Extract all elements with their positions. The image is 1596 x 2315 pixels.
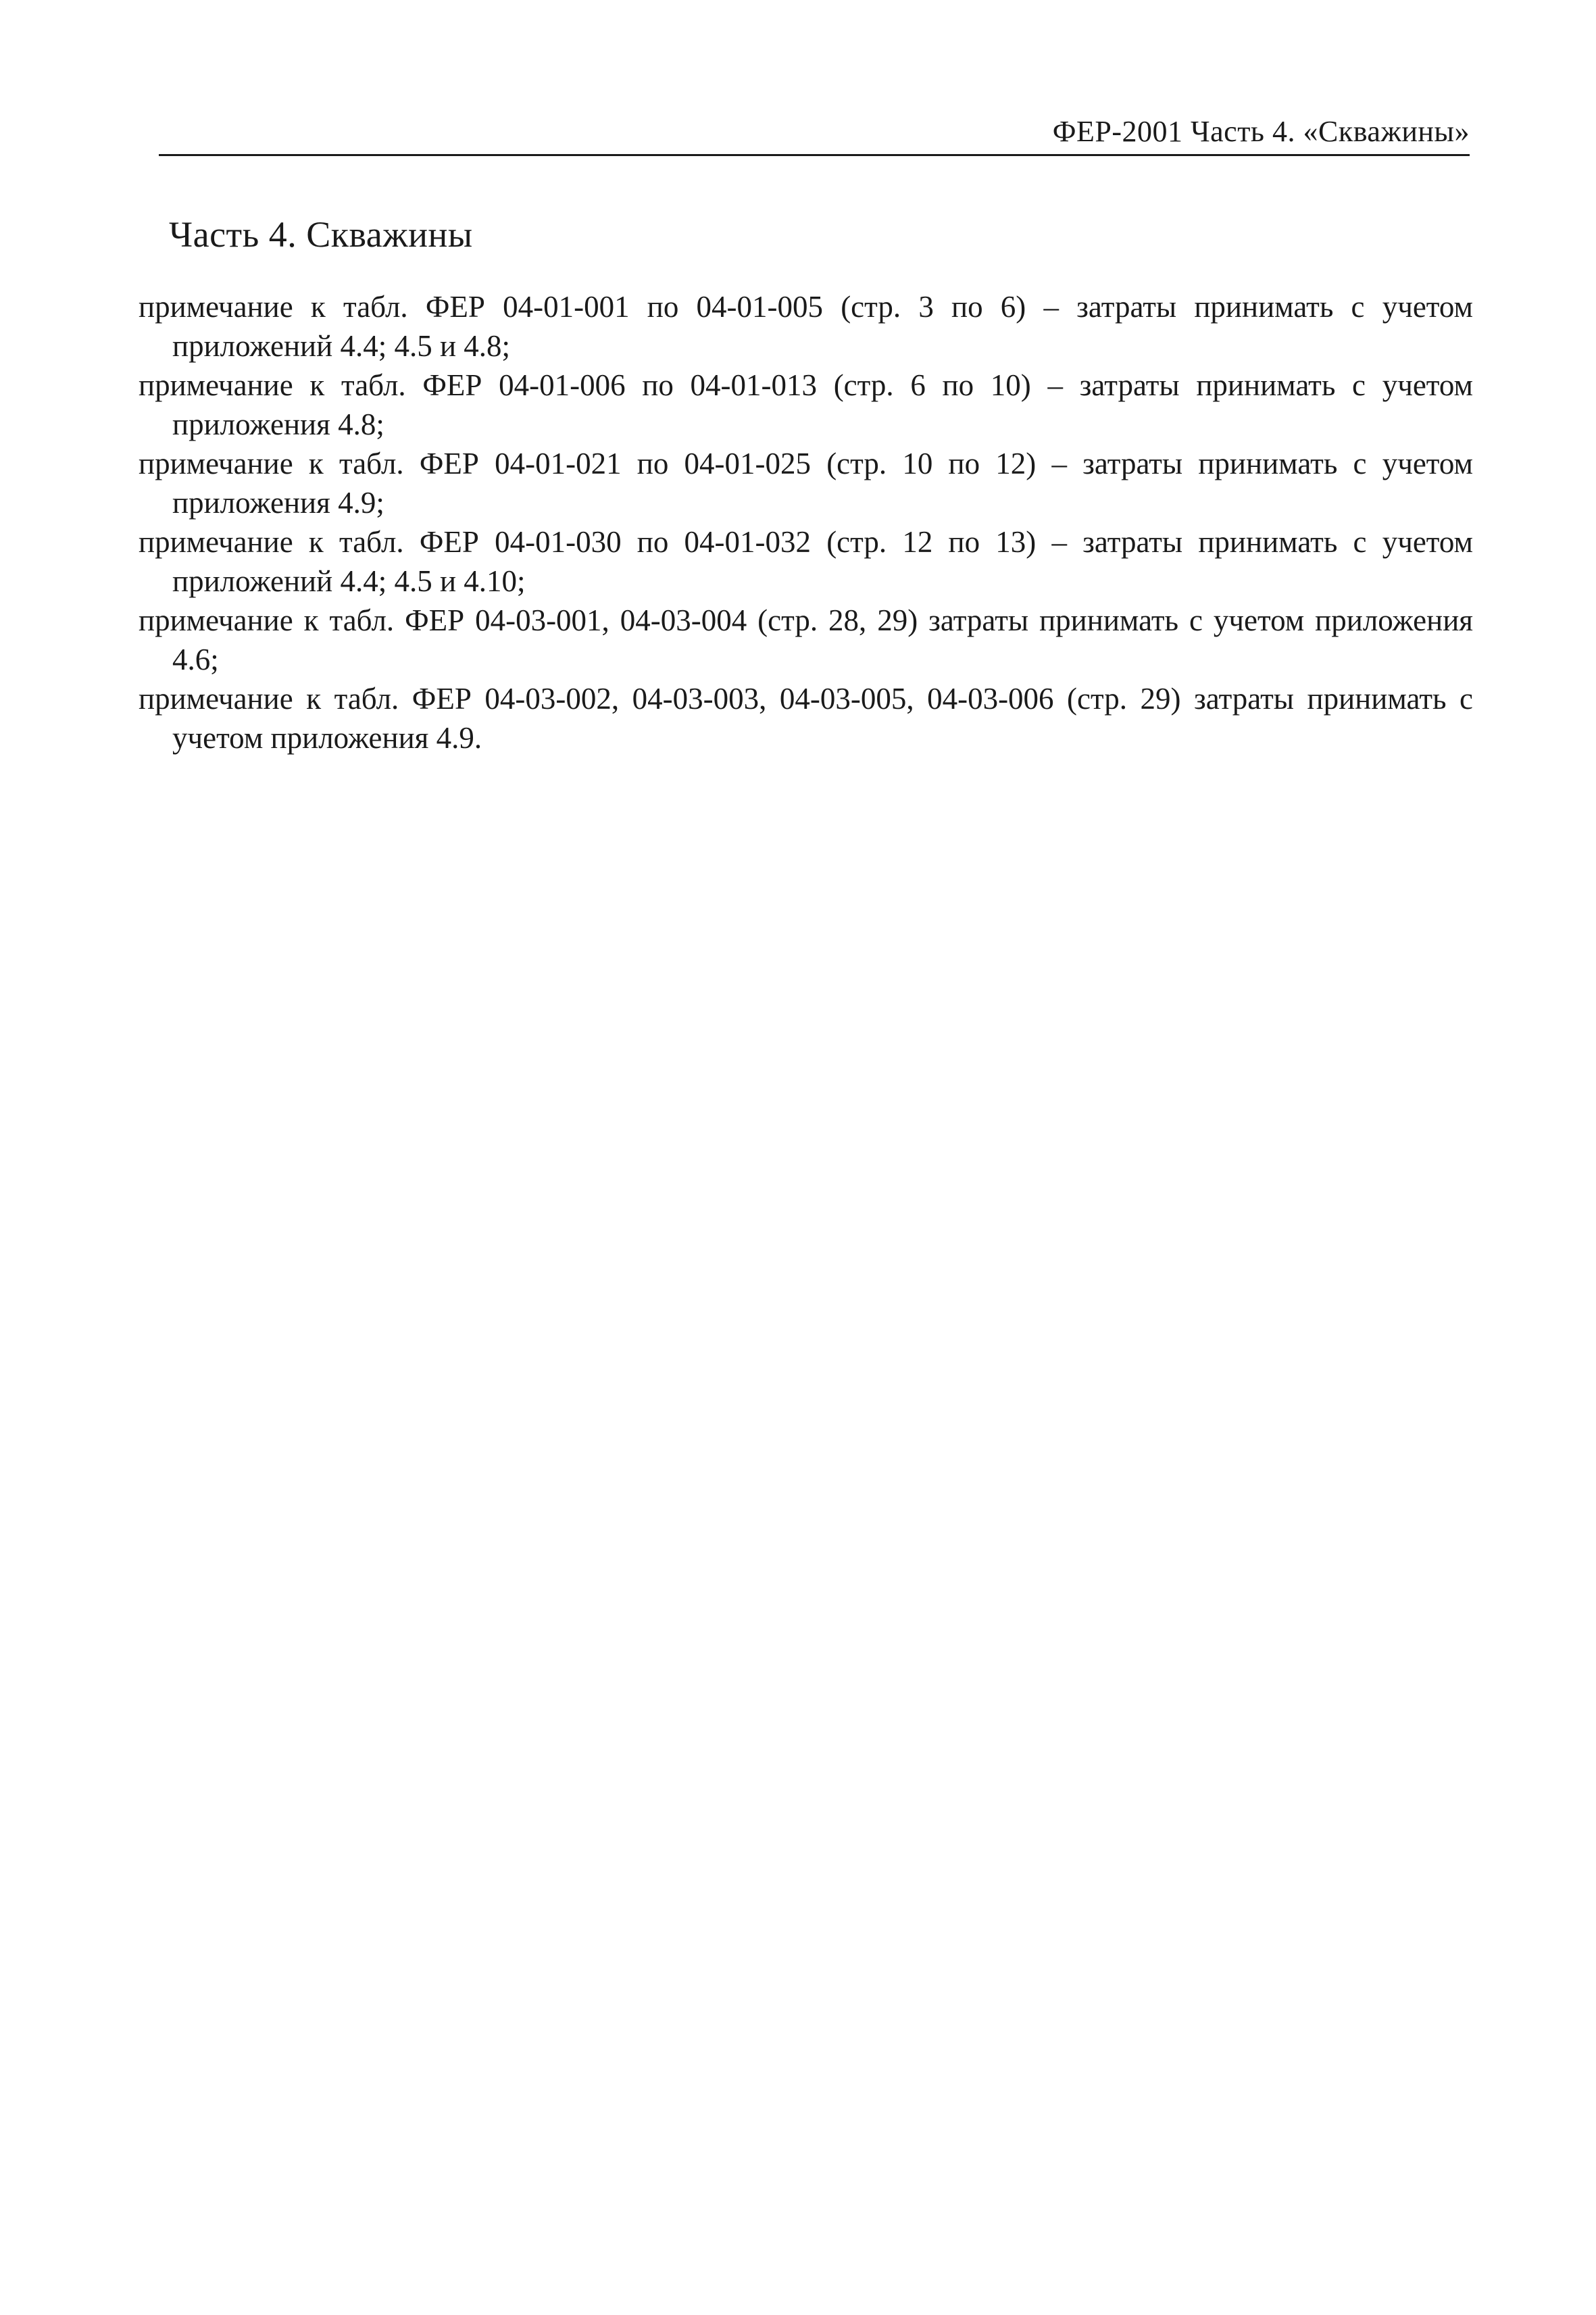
- note-item: примечание к табл. ФЕР 04-01-021 по 04-01-025 (стр. 10 по 12) – затраты принимать с учетом приложения 4.9;: [139, 447, 1473, 520]
- running-header: ФЕР-2001 Часть 4. «Скважины»: [1052, 115, 1470, 148]
- note-item: примечание к табл. ФЕР 04-03-002, 04-03-003, 04-03-005, 04-03-006 (стр. 29) затраты принимать с учетом приложения 4.9.: [139, 682, 1473, 755]
- note-item: примечание к табл. ФЕР 04-01-006 по 04-01-013 (стр. 6 по 10) – затраты принимать с учетом приложения 4.8;: [139, 368, 1473, 441]
- note-item: примечание к табл. ФЕР 04-03-001, 04-03-004 (стр. 28, 29) затраты принимать с учетом приложения 4.6;: [139, 603, 1473, 676]
- note-item: примечание к табл. ФЕР 04-01-001 по 04-01-005 (стр. 3 по 6) – затраты принимать с учетом приложений 4.4; 4.5 и 4.8;: [139, 290, 1473, 363]
- header-rule: [159, 154, 1470, 156]
- section-title: Часть 4. Скважины: [169, 214, 473, 255]
- note-item: примечание к табл. ФЕР 04-01-030 по 04-01-032 (стр. 12 по 13) – затраты принимать с учетом приложений 4.4; 4.5 и 4.10;: [139, 525, 1473, 598]
- notes-list: [139, 287, 1473, 757]
